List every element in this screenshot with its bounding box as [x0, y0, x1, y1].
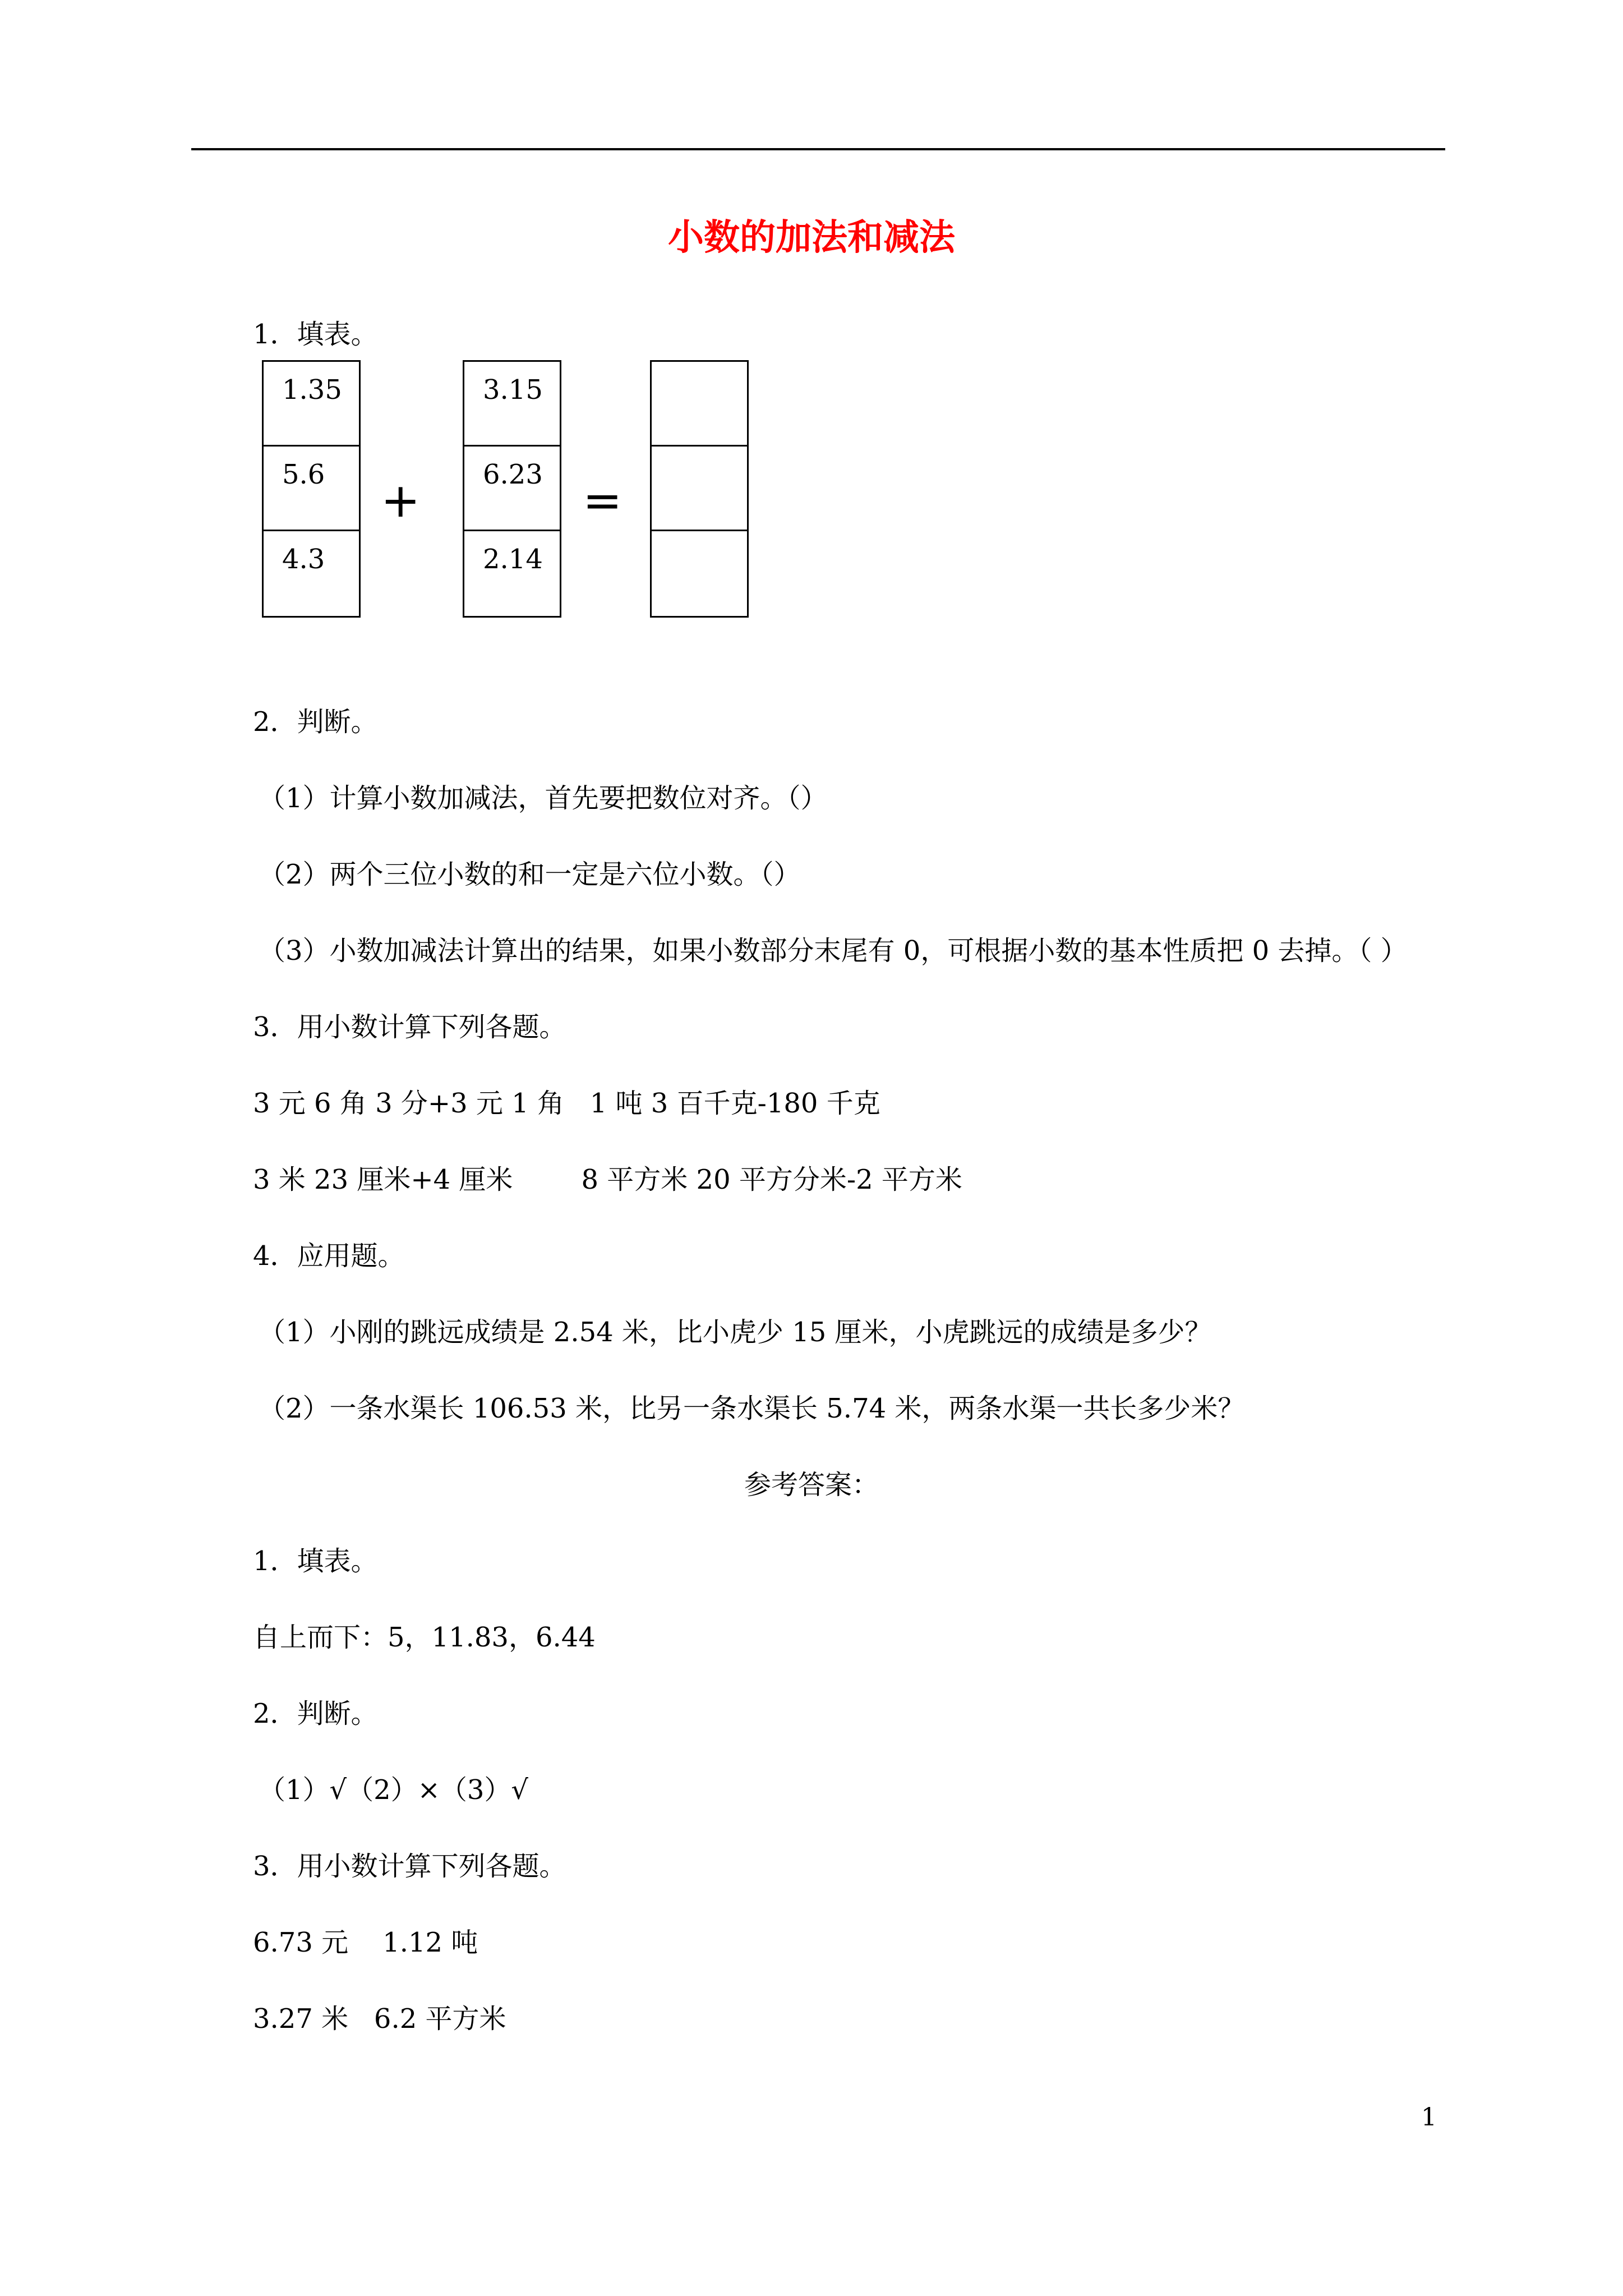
q2-heading: 2．判断。 — [253, 706, 378, 738]
addend-1-cell: 1.35 — [264, 362, 359, 447]
result-cell[interactable] — [652, 447, 747, 531]
result-cell[interactable] — [652, 362, 747, 447]
answer-3-line-1: 6.73 元 1.12 吨 — [253, 1927, 478, 1958]
addend-2-cell: 3.15 — [464, 362, 560, 447]
answers-heading: 参考答案： — [744, 1469, 879, 1501]
addend-2-cell: 2.14 — [483, 544, 543, 575]
addend-1-cell: 5.6 — [264, 447, 359, 531]
q2-item-1: （1）计算小数加减法，首先要把数位对齐。（） — [259, 783, 828, 814]
q1-heading: 1．填表。 — [253, 319, 378, 350]
answer-3-line-2: 3.27 米 6.2 平方米 — [253, 2003, 506, 2035]
addend-2-cell: 6.23 — [464, 447, 560, 531]
header-rule — [191, 148, 1445, 150]
answer-1-heading: 1．填表。 — [253, 1545, 378, 1577]
q3-line-1: 3 元 6 角 3 分+3 元 1 角 1 吨 3 百千克-180 千克 — [253, 1088, 880, 1119]
q4-item-2: （2）一条水渠长 106.53 米，比另一条水渠长 5.74 米，两条水渠一共长多少米？ — [259, 1393, 1245, 1424]
document-title: 小数的加法和减法 — [668, 217, 955, 259]
page-number: 1 — [1421, 2103, 1437, 2132]
plus-sign: + — [381, 473, 421, 528]
q4-item-1: （1）小刚的跳远成绩是 2.54 米，比小虎少 15 厘米，小虎跳远的成绩是多少？ — [259, 1317, 1212, 1348]
q3-line-2: 3 米 23 厘米+4 厘米 8 平方米 20 平方分米-2 平方米 — [253, 1164, 962, 1195]
q2-item-3: （3）小数加减法计算出的结果，如果小数部分末尾有 0，可根据小数的基本性质把 0 去掉。（ ） — [259, 935, 1408, 967]
addend-column-1 — [262, 360, 361, 618]
q2-item-2: （2）两个三位小数的和一定是六位小数。（） — [259, 859, 801, 890]
answer-2-text: （1）√（2）×（3）√ — [259, 1774, 529, 1806]
result-cell[interactable] — [652, 531, 747, 616]
answer-1-text: 自上而下：5，11.83，6.44 — [253, 1622, 596, 1653]
equals-sign: = — [583, 473, 623, 528]
q3-heading: 3．用小数计算下列各题。 — [253, 1011, 566, 1043]
answer-3-heading: 3．用小数计算下列各题。 — [253, 1851, 566, 1882]
addend-1-cell: 4.3 — [282, 544, 325, 575]
addend-column-2 — [463, 360, 561, 618]
q4-heading: 4．应用题。 — [253, 1240, 405, 1272]
result-column — [650, 360, 749, 618]
answer-2-heading: 2．判断。 — [253, 1698, 378, 1729]
